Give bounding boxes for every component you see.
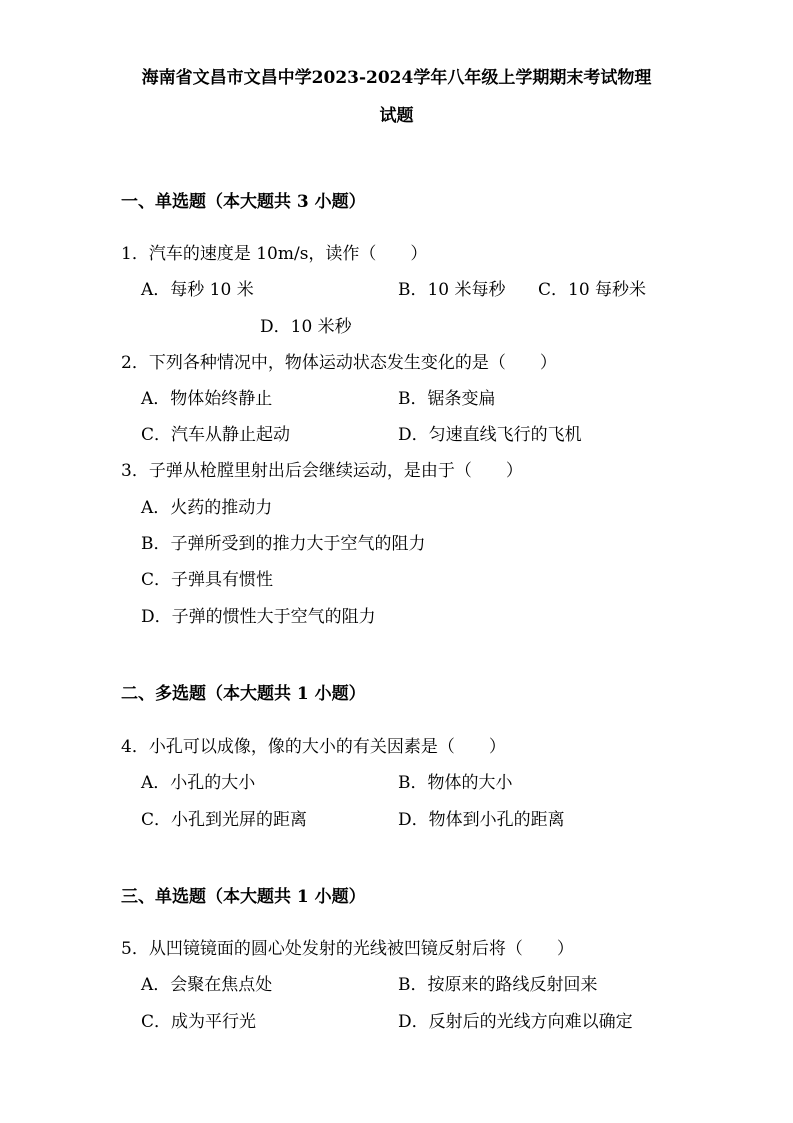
question-4-option-a: A．小孔的大小 [141, 773, 256, 793]
question-5-stem: 5．从凹镜镜面的圆心处发射的光线被凹镜反射后将（ ） [121, 939, 574, 959]
question-2-option-c: C．汽车从静止起动 [141, 425, 291, 445]
question-3-stem: 3．子弹从枪膛里射出后会继续运动，是由于（ ） [121, 461, 523, 481]
question-5-option-d: D．反射后的光线方向难以确定 [398, 1012, 633, 1032]
question-1-option-a: A．每秒 10 米 [141, 280, 254, 300]
question-1-option-b: B．10 米每秒 [398, 280, 506, 300]
question-5-option-c: C．成为平行光 [141, 1012, 257, 1032]
question-4-option-c: C．小孔到光屏的距离 [141, 810, 308, 830]
question-1-option-d: D．10 米秒 [260, 317, 352, 337]
question-2-stem: 2．下列各种情况中，物体运动状态发生变化的是（ ） [121, 353, 557, 373]
question-3-option-b: B．子弹所受到的推力大于空气的阻力 [141, 534, 426, 554]
document-title-line-1: 海南省文昌市文昌中学2023-2024学年八年级上学期期末考试物理 [141, 68, 652, 88]
section-heading-multiple-choice: 二、多选题（本大题共 1 小题） [121, 684, 366, 704]
question-1-stem: 1．汽车的速度是 10m/s，读作（ ） [121, 244, 428, 264]
question-2-option-d: D．匀速直线飞行的飞机 [398, 425, 582, 445]
question-2-option-a: A．物体始终静止 [141, 389, 273, 409]
question-2-option-b: B．锯条变扁 [398, 389, 496, 409]
section-heading-single-choice-1: 一、单选题（本大题共 3 小题） [121, 192, 366, 212]
question-4-option-d: D．物体到小孔的距离 [398, 810, 565, 830]
question-3-option-a: A．火药的推动力 [141, 498, 273, 518]
question-4-stem: 4．小孔可以成像，像的大小的有关因素是（ ） [121, 737, 506, 757]
question-5-option-b: B．按原来的路线反射回来 [398, 975, 598, 995]
question-5-option-a: A．会聚在焦点处 [141, 975, 273, 995]
question-3-option-d: D．子弹的惯性大于空气的阻力 [141, 607, 376, 627]
question-3-option-c: C．子弹具有惯性 [141, 570, 274, 590]
question-1-option-c: C．10 每秒米 [538, 280, 647, 300]
section-heading-single-choice-2: 三、单选题（本大题共 1 小题） [121, 887, 366, 907]
document-title-line-2: 试题 [379, 106, 414, 126]
question-4-option-b: B．物体的大小 [398, 773, 513, 793]
